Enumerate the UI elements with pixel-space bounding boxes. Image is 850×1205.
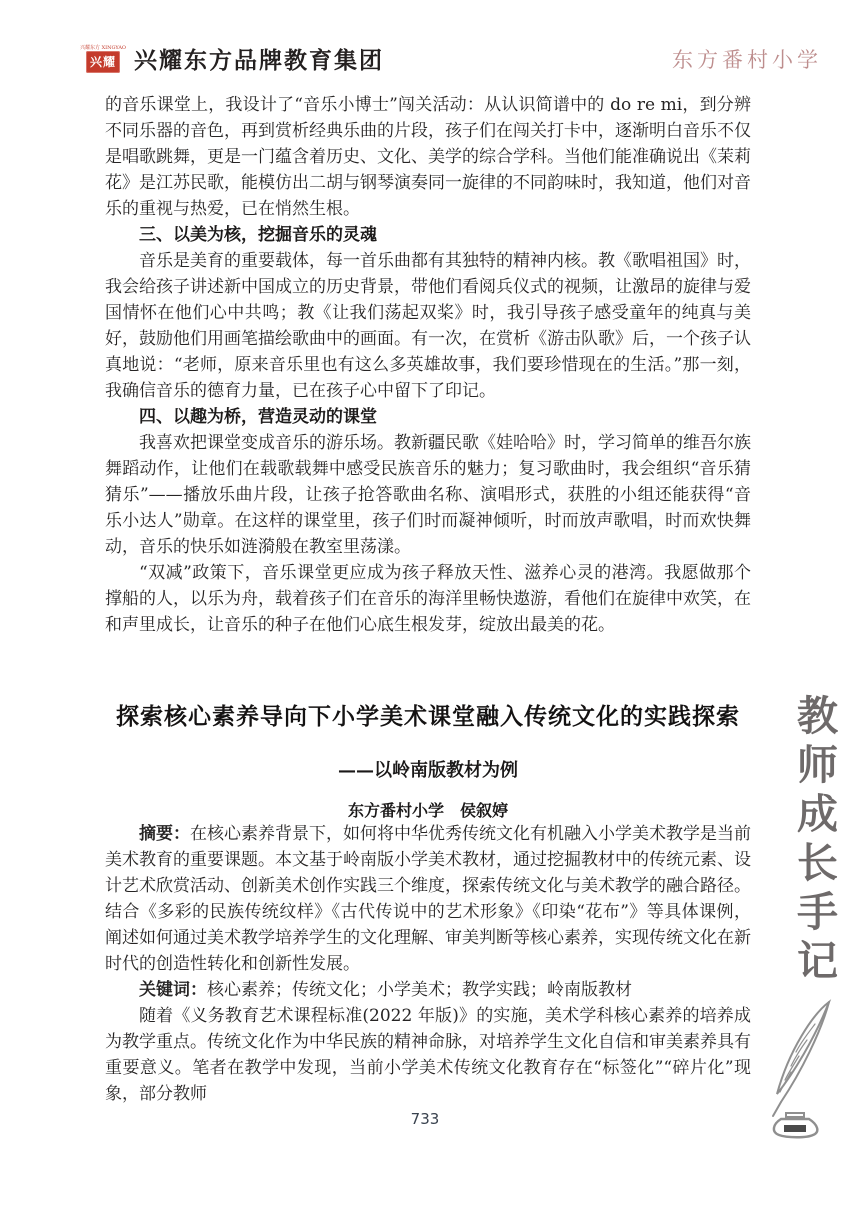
main-text-column [105,92,751,1107]
keywords-line [105,977,751,1003]
abstract-paragraph [105,821,751,977]
article-title: 探索核心素养导向下小学美术课堂融入传统文化的实践探索 [116,703,740,730]
section-4-paragraph: 我喜欢把课堂变成音乐的游乐场。教新疆民歌《娃哈哈》时，学习简单的维吾尔族舞蹈动作，让他们在载歌载舞中感受民族音乐的魅力；复习歌曲时，我会组织“音乐猜猜乐”——播放乐曲片段，让孩子抢答歌曲名称、演唱形式，获胜的小组还能获得“音乐小达人”勋章。在这样的课堂里，孩子们时而凝神倾听，时而放声歌唱，时而欢快舞动，音乐的快乐如涟漪般在教室里荡漾。 [105,433,751,557]
school-name: 东方番村小学 [672,47,822,72]
section-heading-4: 四、以趣为桥，营造灵动的课堂 [139,407,377,427]
sidebar-vertical-title: 教师成长手记 [790,694,838,988]
section-3-paragraph: 音乐是美育的重要载体，每一首乐曲都有其独特的精神内核。教《歌唱祖国》时，我会给孩子讲述新中国成立的历史背景，带他们看阅兵仪式的视频，让激昂的旋律与爱国情怀在他们心中共鸣；教《让我们荡起双桨》时，我引导孩子感受童年的纯真与美好，鼓励他们用画笔描绘歌曲中的画面。有一次，在赏析《游击队歌》后，一个孩子认真地说：“老师，原来音乐里也有这么多英雄故事，我们要珍惜现在的生活。”那一刻，我确信音乐的德育力量，已在孩子心中留下了印记。 [105,251,751,401]
seal-caption: 兴耀东方 XINGYAO [80,44,127,51]
section-heading-3: 三、以美为核，挖掘音乐的灵魂 [139,225,377,245]
keywords-label: 关键词： [139,980,207,1000]
article-author: 东方番村小学 侯叙婷 [347,801,508,820]
brand-title: 兴耀东方品牌教育集团 [134,47,385,74]
page-number: 733 [410,1110,440,1128]
abstract-text: 在核心素养背景下，如何将中华优秀传统文化有机融入小学美术教学是当前美术教育的重要课题。本文基于岭南版小学美术教材，通过挖掘教材中的传统元素、设计艺术欣赏活动、创新美术创作实践三个维度，探索传统文化与美术教学的融合路径。结合《多彩的民族传统纹样》《古代传说中的艺术形象》《印染“花布”》等具体课例，阐述如何通过美术教学培养学生的文化理解、审美判断等核心素养，实现传统文化在新时代的创造性转化和创新性发展。 [105,824,751,974]
seal-stamp-icon: 兴耀 [86,51,120,73]
keywords-text: 核心素养；传统文化；小学美术；教学实践；岭南版教材 [207,980,632,1000]
abstract-label: 摘要： [139,824,190,844]
brand-seal-logo [80,45,126,73]
second-article [105,702,751,1107]
article-subtitle: ——以岭南版教材为例 [338,760,518,781]
paragraph-continued: 的音乐课堂上，我设计了“音乐小博士”闯关活动：从认识简谱中的 do re mi，到分辨不同乐器的音色，再到赏析经典乐曲的片段，孩子们在闯关打卡中，逐渐明白音乐不仅是唱歌跳舞，更是一门蕴含着历史、文化、美学的综合学科。当他们能准确说出《茉莉花》是江苏民歌，能模仿出二胡与钢琴演奏同一旋律的不同韵味时，我知道，他们对音乐的重视与热爱，已在悄然生根。 [105,95,752,219]
intro-paragraph: 随着《义务教育艺术课程标准(2022 年版)》的实施，美术学科核心素养的培养成为教学重点。传统文化作为中华民族的精神命脉，对培养学生文化自信和审美素养具有重要意义。笔者在教学中发现，当前小学美术传统文化教育存在“标签化”“碎片化”现象，部分教师 [105,1006,751,1104]
page-header [80,42,822,75]
closing-paragraph: “双减”政策下，音乐课堂更应成为孩子释放天性、滋养心灵的港湾。我愿做那个撑船的人，以乐为舟，载着孩子们在音乐的海洋里畅快遨游，看他们在旋律中欢笑，在和声里成长，让音乐的种子在他们心底生根发芽，绽放出最美的花。 [105,563,751,635]
